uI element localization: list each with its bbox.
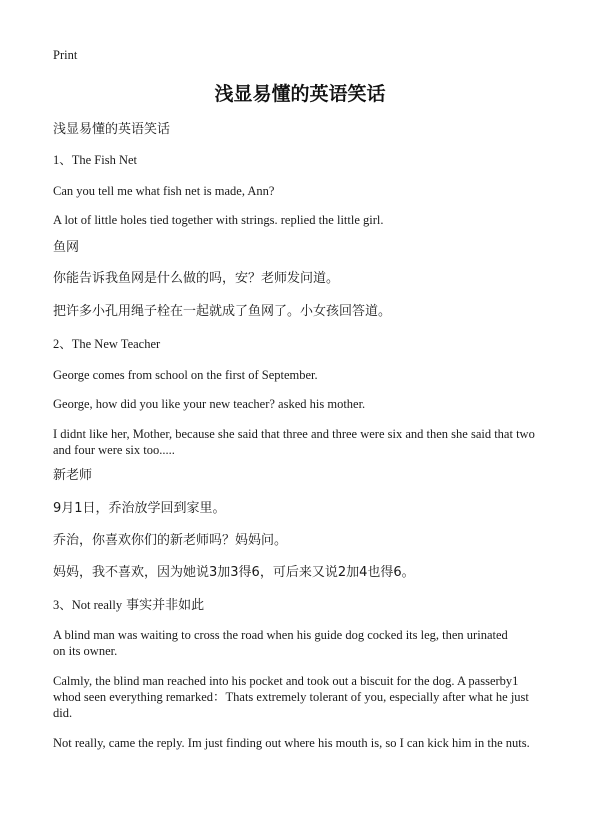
document-subtitle: 浅显易懂的英语笑话 — [53, 122, 171, 137]
section-1-heading: 1、The Fish Net — [53, 153, 138, 167]
section-2-chinese-2: 乔治，你喜欢你们的新老师吗？妈妈问。 — [53, 533, 288, 548]
section-1-english-2: A lot of little holes tied together with strings. replied the little girl. — [53, 213, 384, 227]
section-2-heading: 2、The New Teacher — [53, 337, 161, 351]
section-3-heading — [53, 596, 553, 614]
section-1-chinese-2: 把许多小孔用绳子栓在一起就成了鱼网了。小女孩回答道。 — [53, 304, 392, 319]
section-1-chinese-title: 鱼网 — [53, 240, 80, 255]
section-3-heading-en: 3、Not really — [53, 598, 123, 612]
section-3-english-2: Calmly, the blind man reached into his pocket and took out a biscuit for the dog. A passerby1 whod seen everything remarked：Thats extremely tolerant of you, especially after what he just did. — [53, 674, 529, 720]
section-2-english-1: George comes from school on the first of September. — [53, 368, 318, 382]
section-1-chinese-1: 你能告诉我鱼网是什么做的吗，安？老师发问道。 — [53, 271, 340, 286]
section-3-english-3: Not really, came the reply. Im just finding out where his mouth is, so I can kick him in the nuts. — [53, 736, 530, 750]
section-2-chinese-3: 妈妈，我不喜欢，因为她说3加3得6，可后来又说2加4也得6。 — [53, 565, 415, 580]
document-title: 浅显易懂的英语笑话 — [214, 83, 386, 105]
print-label: Print — [53, 48, 78, 62]
section-2-english-2: George, how did you like your new teacher? asked his mother. — [53, 397, 366, 411]
section-1-english-1: Can you tell me what fish net is made, Ann? — [53, 184, 275, 198]
section-2-english-3: I didnt like her, Mother, because she said that three and three were six and then she said that two and four were six too..... — [53, 427, 535, 457]
section-2-chinese-title: 新老师 — [53, 468, 93, 483]
section-2-chinese-1: 9月1日，乔治放学回到家里。 — [53, 501, 226, 516]
section-3-english-1: A blind man was waiting to cross the road when his guide dog cocked its leg, then urinated on its owner. — [53, 628, 508, 658]
section-3-heading-zh: 事实并非如此 — [126, 598, 205, 613]
